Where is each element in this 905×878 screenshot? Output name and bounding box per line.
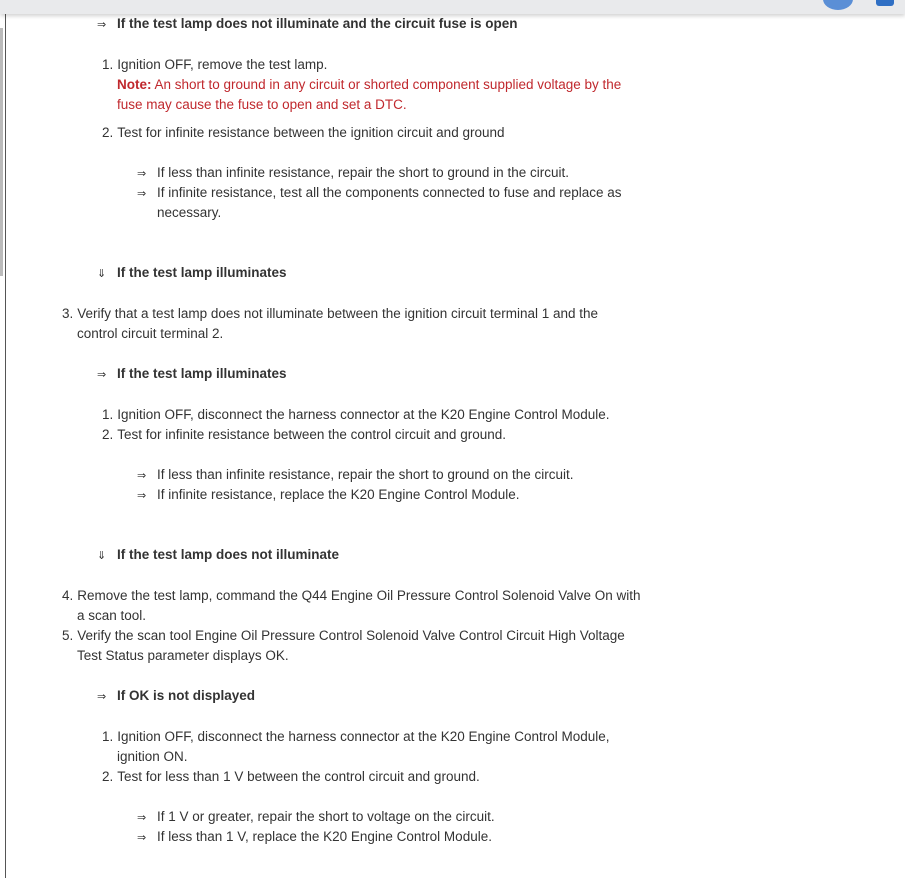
- header-bar: [0, 0, 905, 14]
- line-text: Ignition OFF, disconnect the harness connector at the K20 Engine Control Module.: [117, 407, 610, 422]
- user-avatar[interactable]: [823, 0, 853, 10]
- arrow-right-icon: ⇒: [137, 168, 147, 180]
- line-text: If OK is not displayed: [117, 688, 256, 703]
- arrow-right-icon: ⇒: [137, 490, 147, 502]
- procedure-line: [117, 95, 407, 115]
- line-text: ignition ON.: [117, 749, 188, 764]
- procedure-line: [102, 405, 610, 425]
- line-text: fuse may cause the fuse to open and set a DTC.: [117, 97, 407, 112]
- line-text: If 1 V or greater, repair the short to voltage on the circuit.: [157, 809, 495, 824]
- arrow-right-icon: ⇒: [137, 188, 147, 200]
- procedure-line: [137, 485, 519, 506]
- step-number: 3.: [62, 306, 74, 321]
- arrow-right-icon: ⇒: [137, 812, 147, 824]
- line-text: Test for less than 1 V between the control circuit and ground.: [117, 769, 480, 784]
- procedure-line: [97, 263, 287, 284]
- step-number: 1.: [102, 407, 114, 422]
- line-text: If the test lamp illuminates: [117, 366, 287, 381]
- note-label: Note:: [117, 77, 152, 92]
- line-text: If infinite resistance, replace the K20 Engine Control Module.: [157, 487, 520, 502]
- line-text: If the test lamp illuminates: [117, 265, 287, 280]
- line-text: An short to ground in any circuit or shorted component supplied voltage by the: [151, 77, 622, 92]
- step-number: 2.: [102, 769, 114, 784]
- procedure-line: [62, 586, 641, 606]
- procedure-line: [97, 14, 518, 35]
- step-number: 2.: [102, 125, 114, 140]
- line-text: Verify that a test lamp does not illuminate between the ignition circuit terminal 1 and the: [77, 306, 599, 321]
- line-text: Test for infinite resistance between the control circuit and ground.: [117, 427, 506, 442]
- line-text: Test Status parameter displays OK.: [77, 648, 289, 663]
- line-text: necessary.: [157, 205, 222, 220]
- procedure-line: [102, 727, 610, 747]
- procedure-line: [62, 626, 625, 646]
- panel-border: [5, 0, 6, 878]
- line-text: If less than infinite resistance, repair the short to ground in the circuit.: [157, 165, 569, 180]
- procedure-line: [117, 747, 188, 767]
- procedure-line: [102, 767, 480, 787]
- procedure-line: [117, 75, 621, 95]
- procedure-line: [137, 163, 569, 184]
- procedure-line: [157, 203, 221, 223]
- procedure-line: [97, 686, 255, 707]
- procedure-line: [97, 545, 339, 566]
- procedure-line: [102, 55, 327, 75]
- procedure-line: [137, 807, 495, 828]
- line-text: Test for infinite resistance between the ignition circuit and ground: [117, 125, 505, 140]
- step-number: 4.: [62, 588, 74, 603]
- line-text: control circuit terminal 2.: [77, 326, 224, 341]
- arrow-right-icon: ⇒: [97, 369, 107, 381]
- procedure-line: [77, 606, 146, 626]
- line-text: If the test lamp does not illuminate and the circuit fuse is open: [117, 16, 518, 31]
- step-number: 2.: [102, 427, 114, 442]
- step-number: 1.: [102, 57, 114, 72]
- line-text: If less than 1 V, replace the K20 Engine Control Module.: [157, 829, 492, 844]
- procedure-line: [102, 425, 506, 445]
- line-text: If less than infinite resistance, repair the short to ground on the circuit.: [157, 467, 574, 482]
- notification-icon[interactable]: [876, 0, 894, 6]
- procedure-line: [77, 646, 289, 666]
- line-text: If the test lamp does not illuminate: [117, 547, 340, 562]
- arrow-down-icon: ⇓: [97, 550, 107, 562]
- arrow-right-icon: ⇒: [97, 691, 107, 703]
- arrow-right-icon: ⇒: [137, 470, 147, 482]
- procedure-line: [137, 183, 622, 204]
- line-text: Remove the test lamp, command the Q44 Engine Oil Pressure Control Solenoid Valve On with: [77, 588, 641, 603]
- procedure-line: [77, 324, 223, 344]
- arrow-right-icon: ⇒: [97, 19, 107, 31]
- scrollbar-thumb[interactable]: [0, 28, 3, 276]
- line-text: If infinite resistance, test all the components connected to fuse and replace as: [157, 185, 622, 200]
- procedure-line: [102, 123, 505, 143]
- step-number: 1.: [102, 729, 114, 744]
- procedure-line: [137, 827, 492, 848]
- line-text: Ignition OFF, remove the test lamp.: [117, 57, 328, 72]
- arrow-right-icon: ⇒: [137, 832, 147, 844]
- arrow-down-icon: ⇓: [97, 268, 107, 280]
- line-text: Verify the scan tool Engine Oil Pressure Control Solenoid Valve Control Circuit High Voltage: [77, 628, 625, 643]
- procedure-line: [137, 465, 573, 486]
- procedure-line: [97, 364, 287, 385]
- line-text: a scan tool.: [77, 608, 147, 623]
- procedure-line: [62, 304, 598, 324]
- step-number: 5.: [62, 628, 74, 643]
- line-text: Ignition OFF, disconnect the harness connector at the K20 Engine Control Module,: [117, 729, 610, 744]
